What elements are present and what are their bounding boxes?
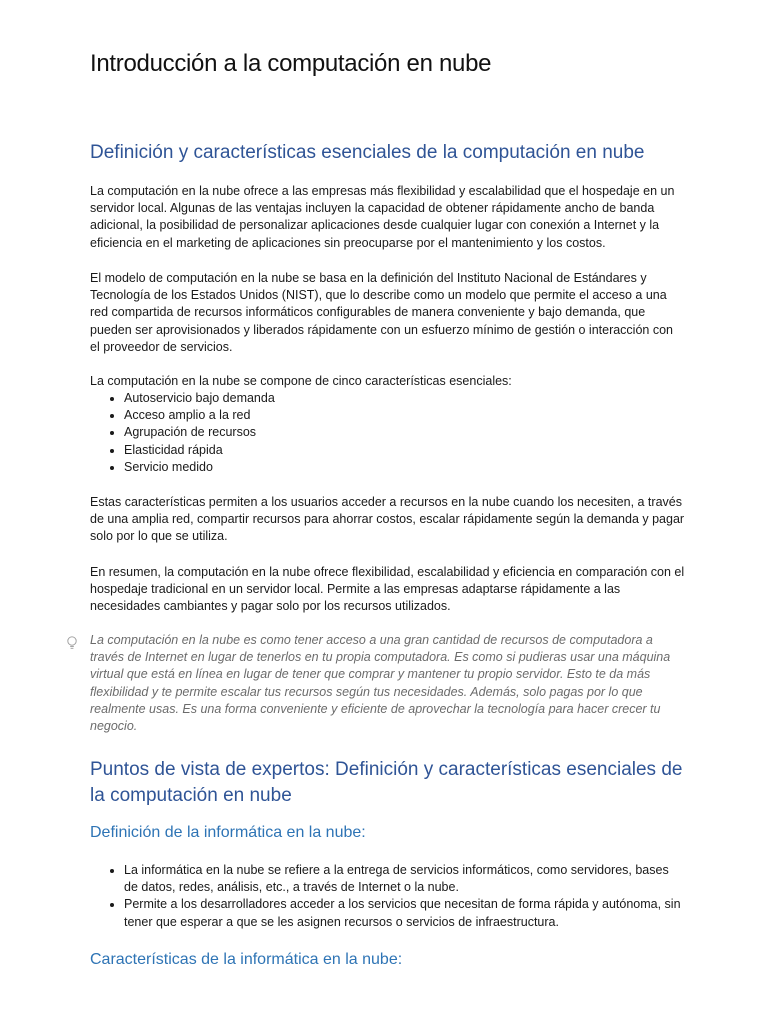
definition-list: [90, 862, 686, 931]
subheading-definition: Definición de la informática en la nube:: [90, 824, 366, 841]
list-item: • Permite a los desarrolladores acceder a los servicios que necesitan de forma rápida y autónoma, sin tener que esperar a que se les asignen recursos o servicios de infraestructura.: [124, 896, 686, 930]
paragraph-advantages: La computación en la nube ofrece a las empresas más flexibilidad y escalabilidad que el hospedaje en un servidor local. Algunas de las ventajas incluyen la capacidad de obtener rápidamente ancho de banda adicional, la posibilidad de personalizar aplicaciones desde cualquier lugar con conexión a Internet y la eficiencia en el marketing de aplicaciones sin preocuparse por el mantenimiento y los costos.: [90, 184, 675, 250]
paragraph-summary: En resumen, la computación en la nube ofrece flexibilidad, escalabilidad y eficiencia en comparación con el hospedaje tradicional en un servidor local. Permite a las empresas adaptarse rápidamente a las necesidades cambiantes y pagar solo por los recursos utilizados.: [90, 565, 685, 614]
list-item: • Autoservicio bajo demanda: [124, 390, 275, 407]
paragraph-nist: El modelo de computación en la nube se basa en la definición del Instituto Nacional de Estándares y Tecnología de los Estados Unidos (NIST), que lo describe como un modelo que permite el acceso a una red compartida de recursos informáticos configurables de manera conveniente y bajo demanda, que pueden ser aprovisionados y liberados rápidamente con un esfuerzo mínimo de gestión o interacción con el proveedor de servicios.: [90, 271, 673, 354]
list-item: • Agrupación de recursos: [124, 424, 275, 441]
list-item: • Elasticidad rápida: [124, 442, 275, 459]
section-heading-experts: Puntos de vista de expertos: Definición y características esenciales de la computación en nube: [90, 759, 683, 806]
explanation-note: La computación en la nube es como tener acceso a una gran cantidad de recursos de computadora a través de Internet en lugar de tenerlos en tu propia computadora. Es como si pudieras usar una máquina virtual que está en línea en lugar de tener que comprar y mantener tu propio servidor. Esto te da más flexibilidad y te permite escalar tus recursos según tus necesidades. Además, solo pagas por lo que realmente usas. Es una forma conveniente y eficiente de aprovechar la tecnología para hacer crecer tu negocio.: [90, 633, 671, 734]
list-item: • Acceso amplio a la red: [124, 407, 275, 424]
document-title: Introducción a la computación en nube: [90, 50, 492, 77]
subheading-characteristics: Características de la informática en la nube:: [90, 951, 403, 968]
lightbulb-icon: [66, 636, 78, 650]
section-heading-definition: Definición y características esenciales de la computación en nube: [90, 142, 645, 163]
paragraph-characteristics-intro: La computación en la nube se compone de cinco características esenciales:: [90, 374, 512, 388]
list-item: • La informática en la nube se refiere a la entrega de servicios informáticos, como servidores, bases de datos, redes, análisis, etc., a través de Internet o la nube.: [124, 862, 686, 896]
characteristics-list: [90, 390, 275, 476]
paragraph-benefits: Estas características permiten a los usuarios acceder a recursos en la nube cuando los necesiten, a través de una amplia red, compartir recursos para ahorrar costos, escalar rápidamente según la demanda y pagar solo por lo que se utiliza.: [90, 495, 685, 544]
list-item: • Servicio medido: [124, 459, 275, 476]
